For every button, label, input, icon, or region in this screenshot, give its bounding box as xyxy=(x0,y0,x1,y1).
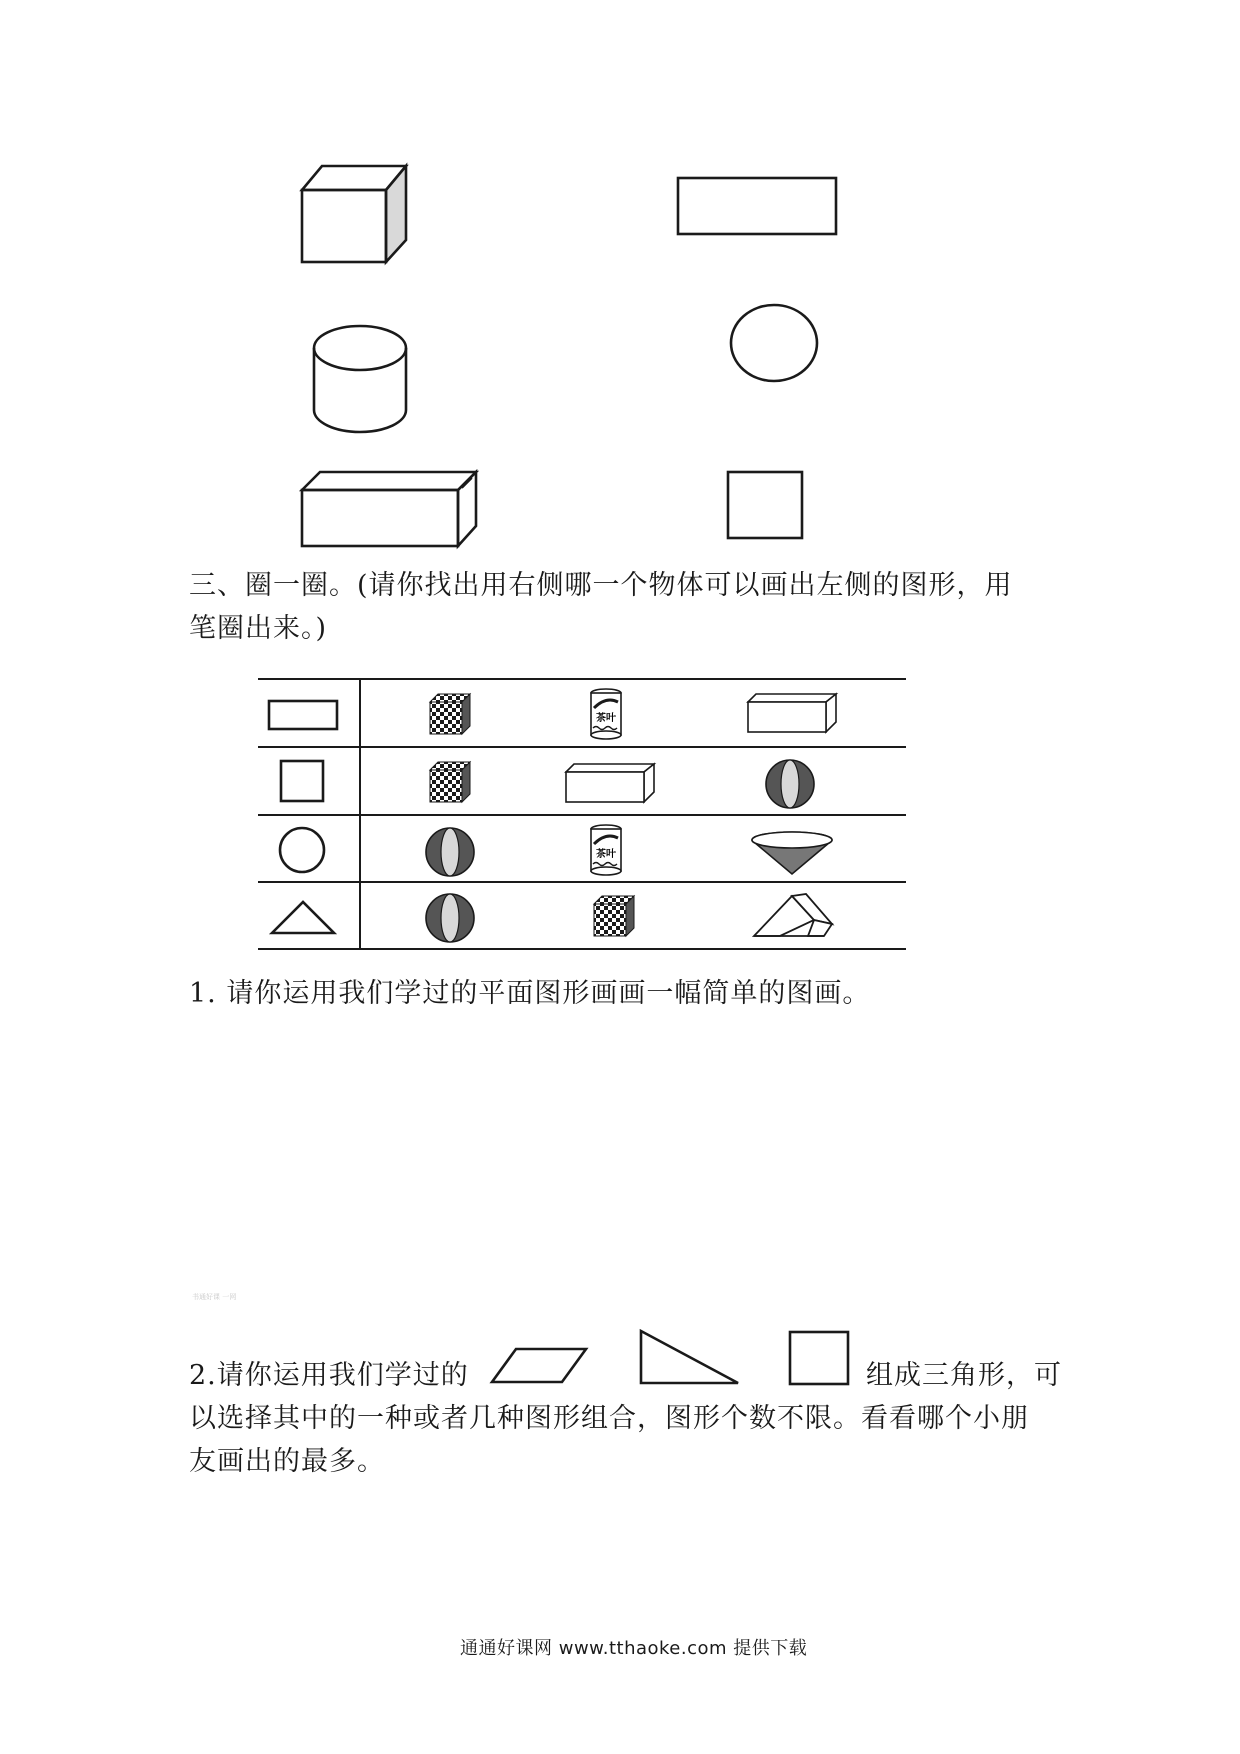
question2-line1-start: 2.请你运用我们学过的 xyxy=(189,1360,469,1391)
watermark-small: 书通好课 一网 xyxy=(192,1293,237,1301)
shape-object-table xyxy=(258,678,906,950)
cone-icon xyxy=(750,830,834,876)
tea-can-label: 茶叶 xyxy=(596,849,616,860)
circle-icon xyxy=(728,302,822,386)
question2-line1-end: 组成三角形，可 xyxy=(866,1360,1062,1391)
table-rule xyxy=(258,678,906,680)
right-triangle-icon xyxy=(638,1328,742,1386)
cube-icon xyxy=(300,164,410,264)
square-icon xyxy=(726,470,806,542)
cuboid-box-icon xyxy=(746,692,838,734)
rubik-cube-icon xyxy=(428,692,472,736)
rubik-cube-icon xyxy=(592,894,636,938)
rectangle-icon xyxy=(676,176,840,238)
matching-shapes xyxy=(0,0,1240,550)
square-icon xyxy=(788,1330,850,1386)
rectangle-icon xyxy=(268,700,340,732)
cylinder-icon xyxy=(310,324,410,434)
triangular-prism-icon xyxy=(752,892,836,940)
table-rule xyxy=(258,881,906,883)
parallelogram-icon xyxy=(490,1346,590,1386)
circle-icon xyxy=(278,826,328,876)
table-rule xyxy=(258,948,906,950)
question2-line3: 友画出的最多。 xyxy=(189,1446,385,1477)
tea-can-icon xyxy=(588,824,624,878)
table-rule xyxy=(258,814,906,816)
cuboid-box-icon xyxy=(564,762,656,804)
cuboid-icon xyxy=(300,470,480,550)
tea-can-icon xyxy=(588,688,624,742)
ball-icon xyxy=(424,892,476,944)
rubik-cube-icon xyxy=(428,760,472,804)
triangle-icon xyxy=(270,900,338,936)
section3-heading-line1: 三、圈一圈。(请你找出用右侧哪一个物体可以画出左侧的图形，用 xyxy=(189,570,1013,601)
section3-heading-line2: 笔圈出来。) xyxy=(189,613,328,644)
question2-line2: 以选择其中的一种或者几种图形组合，图形个数不限。看看哪个小朋 xyxy=(189,1403,1029,1434)
ball-icon xyxy=(424,826,476,878)
page-footer: 通通好课网 www.tthaoke.com 提供下载 xyxy=(460,1638,808,1659)
question1-text: 1. 请你运用我们学过的平面图形画画一幅简单的图画。 xyxy=(189,978,871,1009)
ball-icon xyxy=(764,758,816,810)
table-divider xyxy=(359,678,361,950)
tea-can-label: 茶叶 xyxy=(596,713,616,724)
square-icon xyxy=(280,760,326,804)
table-rule xyxy=(258,746,906,748)
